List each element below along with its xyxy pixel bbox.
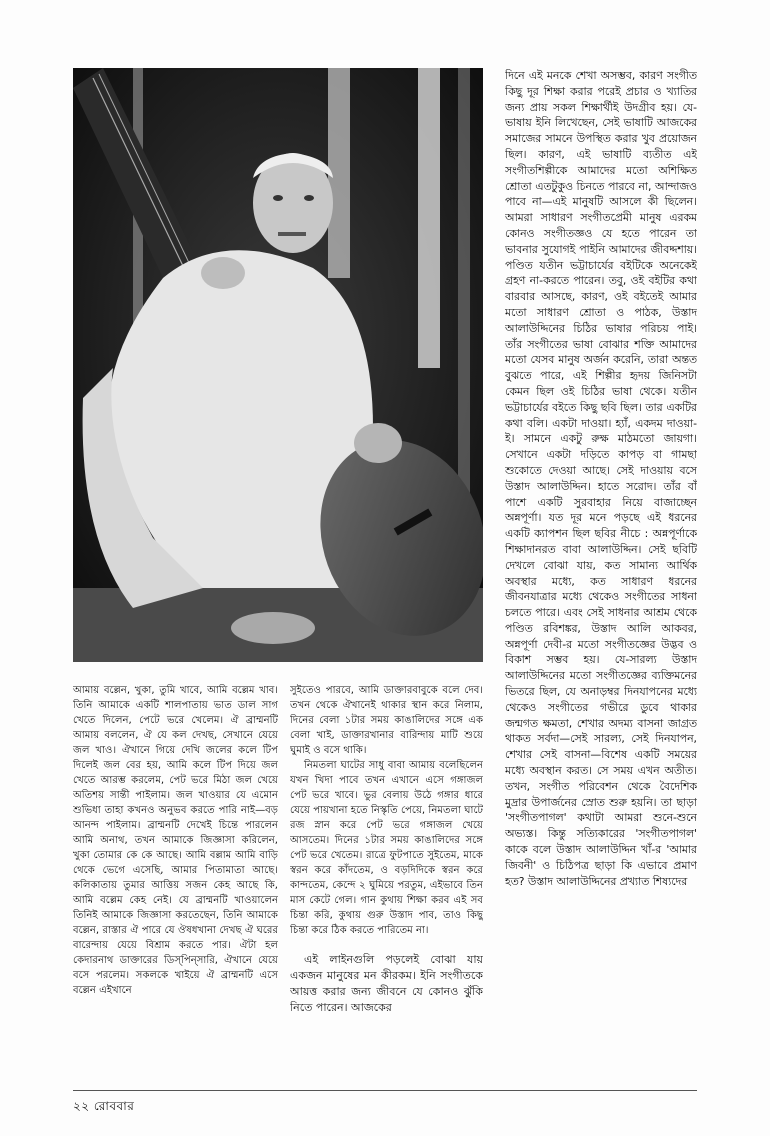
photo-illustration	[73, 68, 483, 662]
text-column-right	[505, 68, 697, 1088]
footer-rule	[73, 1090, 697, 1091]
paragraph: আমায় বল্লেন, খুকা, তুমি খাবে, আমি বল্লেম খাব। তিনি আমাকে একটি শালপাতায় ভাত ডাল সাগ খেতে দিলেন, পেটে ভরে খেলেম। ঐ ব্রাম্মনটি আমায় বললেন, ঐ যে কল দেখছ, সেখানে যেয়ে জল খাও। ঐখানে গিয়ে দেখি জলের কলে টিপ দিলেই জল বের হয়, আমি কলে টিপ দিয়ে জল খেতে আরম্ভ করলেম, পেট ভরে মিঠা জল খেয়ে অতিশয় সান্তী পাইলাম। জল খাওয়ার যে এমোন শুভিধা তাহা কখনও অনুভব করতে পারি নাই—বড় আনন্দ পাইলাম। ব্রাম্মনটি দেখেই চিন্তে পারলেন আমি অনাথ, তখন আমাকে জিজ্ঞাসা করিলেন, খুকা তোমার কে কে আছে। আমি বল্লাম আমি বাড়ি থেকে ভেগে এসেছি, আমার পিতামাতা আছে। কলিকাতায় তুমার আত্তিয় সজন কেহ আছে কি, আমি বল্লেম কেহ নেই। যে ব্রাম্মনটি খাওয়ালেন তিনিই আমাকে জিজ্ঞাসা করতেছেন, তিনি আমাকে বল্লেন, রাস্তার ঐ পারে যে ঔষধখানা দেখছ ঐ ঘরের বারেন্দায় যেয়ে বিশ্রাম করতে পার। ঐটা হল কেদারনাথ ডাক্তারের ডিস্‌পিন্‌সারি, ঐখানে যেয়ে বসে পরলেম। সকলকে খাইয়ে ঐ ব্রাম্মনটি এসে বল্লেন এইখানে	[73, 685, 278, 996]
photo-musician-with-tanpura	[73, 68, 483, 662]
paragraph: এই লাইনগুলি পড়লেই বোঝা যায় একজন মানুষের মন কীরকম। ইনি সংগীতকে আয়ত্ত করার জন্য জীবনে যে কোনও ঝুঁকি নিতে পারেন। আজকের	[290, 953, 483, 1014]
page-folio: ২২ রোববার	[73, 1099, 135, 1113]
paragraph: সুইতেও পারবে, আমি ডাক্তারবাবুকে বলে দেব। তখন থেকে ঐখানেই থাকার স্থান করে নিলাম, দিনের বেলা ১টার সময় কাঙালিদের সঙ্গে এক বেলা খাই, ডাক্তারখানার বারিন্দায় মাটি শুয়ে ঘুমাই ও বসে থাকি।	[290, 685, 483, 756]
text-column-middle	[290, 683, 483, 1083]
text-column-left	[73, 683, 278, 1083]
paragraph: নিমতলা ঘাটের সাধু বাবা আমায় বলেছিলেন যখন খিদা পাবে তখন এখানে এসে গঙ্গাজল পেট ভরে খাবে। ভুর বেলায় উঠে গঙ্গার ধারে যেয়ে পায়খানা হতে নিস্কৃতি পেয়ে, নিমতলা ঘাটে রজ স্নান করে পেট ভরে গঙ্গাজল খেয়ে আসতেম। দিনের ১টার সময় কাঙালিদের সঙ্গে পেট ভরে খেতেম। রাত্রে ফুটপাতে সুইতেম, মাকে স্বরন করে কাঁদতেম, ও বড়দিদিকে স্বরন করে কান্দতেম, কেন্দে ২ ঘুমিয়ে পরতুম, এইভাবে তিন মাস কেটে গেল। গান কুথায় শিক্ষা করব এই সব চিন্তা করি, কুথায় গুরু উস্তাদ পাব, তাও কিছু চিন্তা করে ঠিক করতে পারিতেম না।	[290, 760, 483, 936]
paragraph: দিনে এই মনকে শেখা অসম্ভব, কারণ সংগীত কিছু দূর শিক্ষা করার পরেই প্রচার ও খ্যাতির জন্য প্রায় সকল শিক্ষার্থীই উদগ্রীব হয়। যে-ভাষায় ইনি লিখেছেন, সেই ভাষাটি আজকের সমাজের সামনে উপস্থিত করার খুব প্রয়োজন ছিল। কারণ, এই ভাষাটি ব্যতীত এই সংগীতশিল্পীকে আমাদের মতো অশিক্ষিত শ্রোতা এতটুকুও চিনতে পারবে না, আন্দাজও পাবে না—এই মানুষটি আসলে কী ছিলেন। আমরা সাধারণ সংগীতপ্রেমী মানুষ এরকম কোনও সংগীতজ্ঞও যে হতে পারেন তা ভাবনার সুযোগই পাইনি আমাদের জীবদ্দশায়। পণ্ডিত যতীন ভট্টাচার্যের বইটিকে অনেকেই গ্রহণ না-করতে পারেন। তবু, ওই বইটির কথা বারবার আসছে, কারণ, ওই বইতেই আমার মতো সাধারণ শ্রোতা ও পাঠক, উস্তাদ আলাউদ্দিনের চিঠির ভাষার পরিচয় পাই। তাঁর সংগীতের ভাষা বোঝার শক্তি আমাদের মতো যেসব মানুষ অর্জন করেনি, তারা অন্তত বুঝতে পারে, এই শিল্পীর হৃদয় জিনিসটা কেমন ছিল ওই চিঠির ভাষা থেকে। যতীন ভট্টাচার্যের বইতে কিছু ছবি ছিল। তার একটির কথা বলি। একটা দাওয়া। হ্যাঁ, একদম দাওয়া-ই। সামনে একটু রুক্ষ মাঠমতো জায়গা। সেখানে একটা দড়িতে কাপড় বা গামছা শুকোতে দেওয়া আছে। সেই দাওয়ায় বসে উস্তাদ আলাউদ্দিন। হাতে সরোদ। তাঁর বাঁ পাশে একটি সুরবাহার নিয়ে বাজাচ্ছেন অন্নপূর্ণা। যত দূর মনে পড়ছে এই ধরনের একটি ক্যাপশন ছিল ছবির নীচে : অন্নপূর্ণাকে শিক্ষাদানরত বাবা আলাউদ্দিন। সেই ছবিটি দেখলে বোঝা যায়, কত সামান্য আর্থিক অবস্থার মধ্যে, কত সাধারণ ধরনের জীবনযাত্রার মধ্যে থেকেও সংগীতের সাধনা চলতে পারে। এবং সেই সাধনার আশ্রম থেকে পণ্ডিত রবিশঙ্কর, উস্তাদ আলি আকবর, অন্নপূর্ণা দেবী-র মতো সংগীতজ্ঞের উদ্ভব ও বিকাশ সম্ভব হয়। যে-সারল্য উস্তাদ আলাউদ্দিনের মতো সংগীতজ্ঞের ব্যক্তিমনের ভিতরে ছিল, যে অনাড়ম্বর দিনযাপনের মধ্যে থেকেও সংগীতের গভীরে ডুবে থাকার জন্মগত ক্ষমতা, শেখার অদম্য বাসনা জাগ্রত থাকত সর্বদা—সেই সারল্য, সেই দিনযাপন, শেখার সেই বাসনা—বিশেষ একটি সময়ের মধ্যে অবস্থান করত। সে সময় এখন অতীত। তখন, সংগীত পরিবেশন থেকে বৈদেশিক মুদ্রার উপার্জনের স্রোত শুরু হয়নি। তা ছাড়া 'সংগীতপাগল' কথাটা আমরা শুনে-শুনে অভ্যস্ত। কিন্তু সত্যিকারের 'সংগীতপাগল' কাকে বলে উস্তাদ আলাউদ্দিন খাঁ-র 'আমার জিবনী' ও চিঠিপত্র ছাড়া কি এভাবে প্রমাণ হত? উস্তাদ আলাউদ্দিনের প্রখ্যাত শিষ্যদের	[505, 69, 697, 888]
